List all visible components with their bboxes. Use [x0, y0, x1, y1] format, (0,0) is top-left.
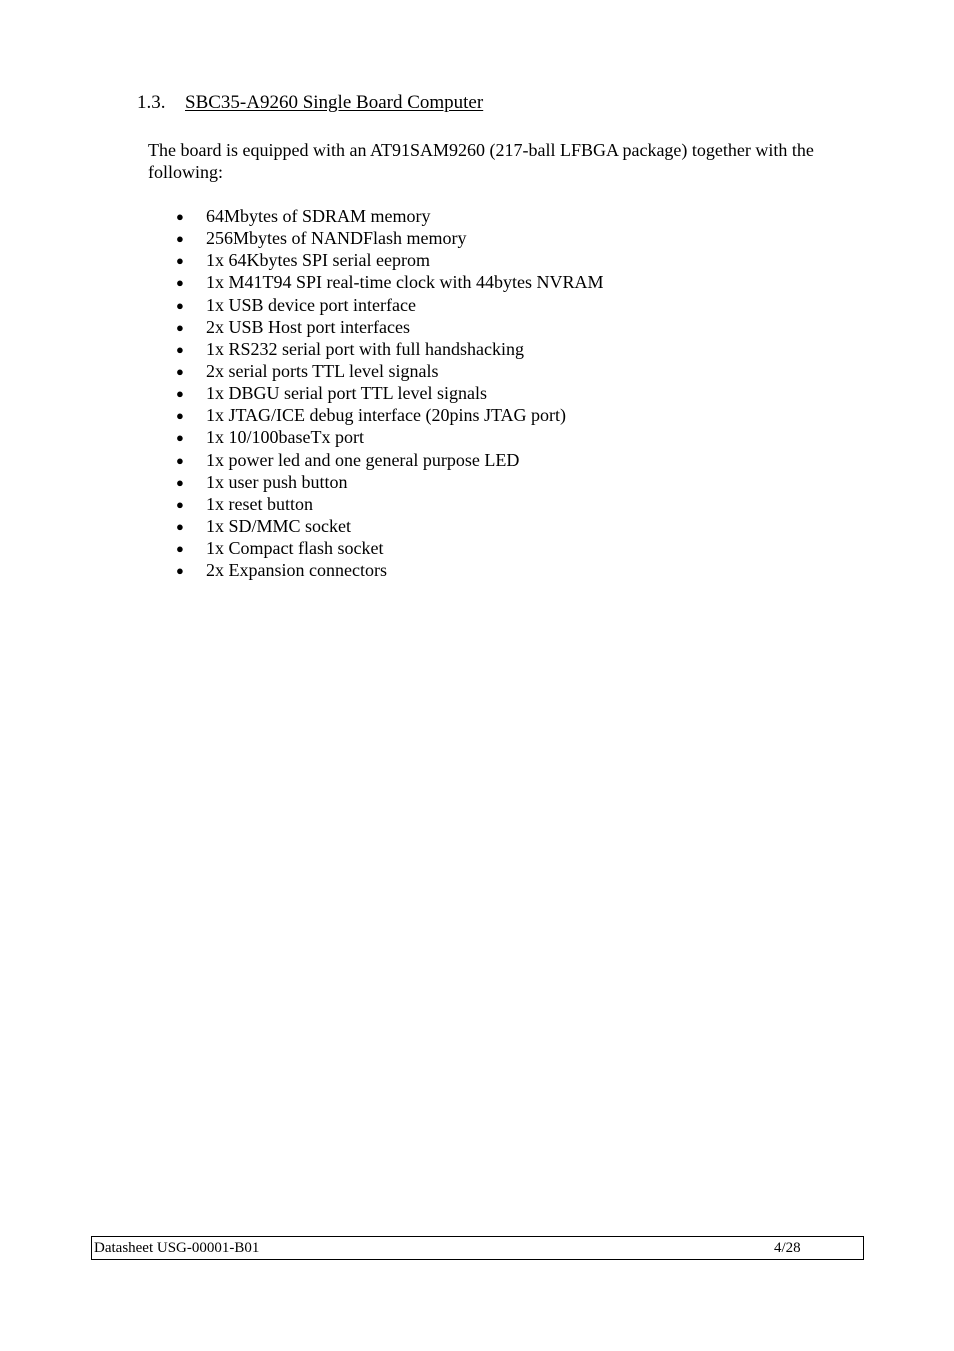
feature-text: 1x 64Kbytes SPI serial eeprom — [206, 250, 430, 271]
bullet-icon: ● — [176, 563, 184, 579]
feature-text: 1x 10/100baseTx port — [206, 427, 364, 448]
feature-text: 64Mbytes of SDRAM memory — [206, 206, 431, 226]
feature-text: 1x SD/MMC socket — [206, 515, 352, 536]
feature-text: 1x reset button — [206, 493, 313, 514]
bullet-icon: ● — [176, 408, 184, 424]
feature-text: 2x USB Host port interfaces — [206, 316, 410, 337]
bullet-icon: ● — [176, 209, 184, 224]
feature-text: 1x power led and one general purpose LED — [206, 449, 520, 470]
bullet-icon: ● — [176, 496, 184, 512]
page-footer — [91, 1236, 864, 1260]
bullet-icon: ● — [176, 541, 184, 557]
bullet-icon: ● — [176, 452, 184, 468]
feature-text: 1x USB device port interface — [206, 294, 416, 315]
footer-page-number: 4/28 — [774, 1240, 801, 1256]
bullet-icon: ● — [176, 363, 184, 379]
feature-text: 1x user push button — [206, 471, 348, 492]
bullet-icon: ● — [176, 430, 184, 446]
feature-text: 1x RS232 serial port with full handshacking — [206, 338, 524, 359]
feature-text: 1x JTAG/ICE debug interface (20pins JTAG port) — [206, 405, 567, 426]
feature-text: 1x Compact flash socket — [206, 538, 384, 559]
bullet-icon: ● — [176, 474, 184, 490]
intro-paragraph: The board is equipped with an AT91SAM9260 (217-ball LFBGA package) together with the following: — [148, 140, 814, 182]
bullet-icon: ● — [176, 341, 184, 357]
feature-text: 256Mbytes of NANDFlash memory — [206, 228, 467, 249]
bullet-icon: ● — [176, 275, 184, 291]
section-heading — [137, 91, 483, 115]
feature-text: 2x Expansion connectors — [206, 560, 387, 581]
bullet-icon: ● — [176, 386, 184, 402]
feature-text: 1x M41T94 SPI real-time clock with 44bytes NVRAM — [206, 272, 604, 293]
footer-doc-id: Datasheet USG-00001-B01 — [94, 1240, 260, 1256]
bullet-icon: ● — [176, 231, 184, 247]
bullet-icon: ● — [176, 297, 184, 313]
feature-text: 1x DBGU serial port TTL level signals — [206, 383, 487, 404]
bullet-icon: ● — [176, 518, 184, 534]
bullet-icon: ● — [176, 319, 184, 335]
section-title[interactable]: SBC35-A9260 Single Board Computer — [185, 92, 484, 113]
bullet-icon: ● — [176, 253, 184, 269]
section-number: 1.3. — [137, 92, 166, 113]
feature-text: 2x serial ports TTL level signals — [206, 360, 439, 381]
